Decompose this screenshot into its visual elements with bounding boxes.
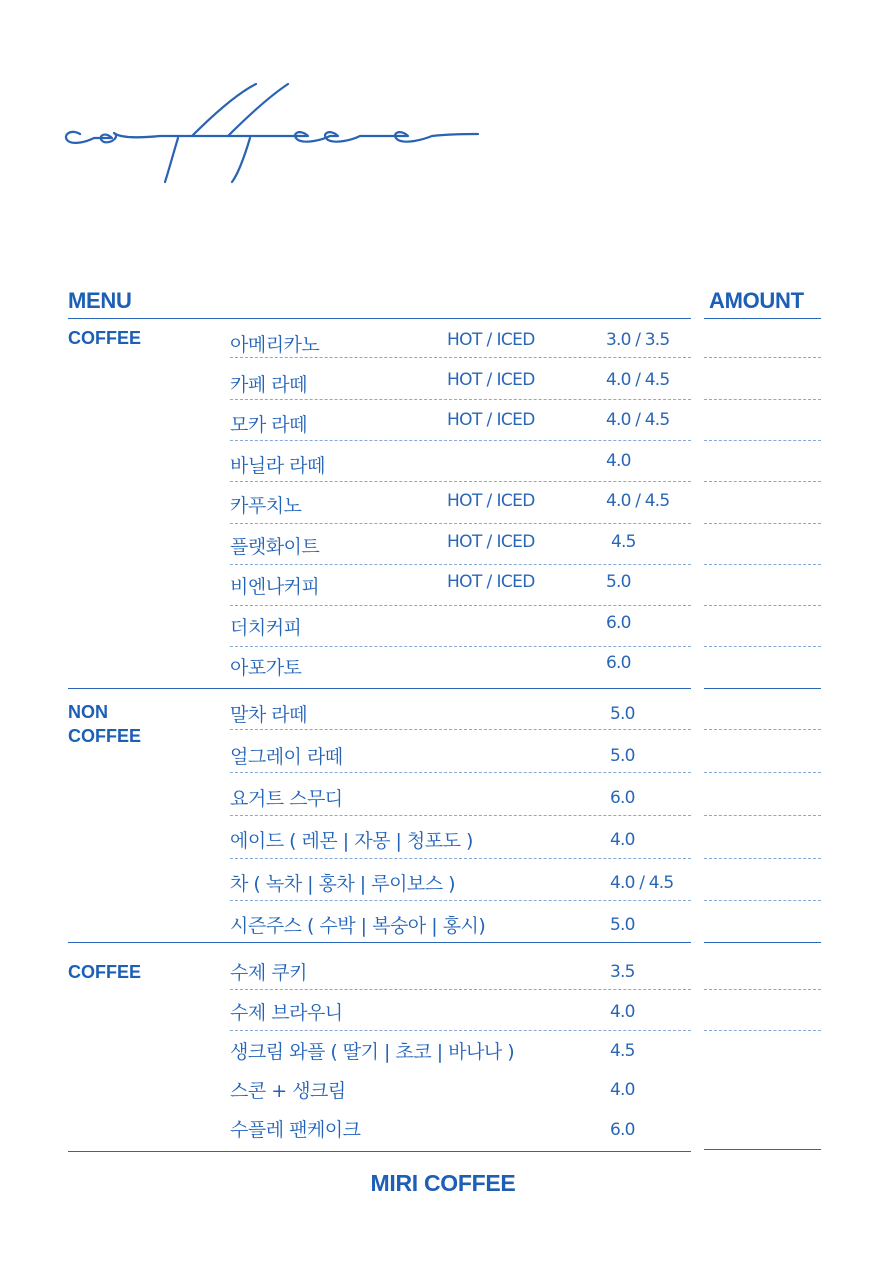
amount-bottom-divider bbox=[704, 1149, 821, 1150]
item-price: 5.0 bbox=[610, 704, 635, 724]
row-divider bbox=[230, 523, 691, 524]
item-price: 6.0 bbox=[610, 788, 635, 808]
row-divider bbox=[230, 1030, 691, 1031]
amount-row-divider bbox=[704, 1030, 821, 1031]
item-name: 요거트 스무디 bbox=[230, 788, 343, 810]
item-price: 4.0 / 4.5 bbox=[606, 491, 670, 511]
row-divider bbox=[230, 858, 691, 859]
item-name: 모카 라떼 bbox=[230, 414, 307, 436]
item-price: 4.5 bbox=[610, 1041, 635, 1061]
item-name: 카페 라떼 bbox=[230, 374, 307, 396]
row-divider bbox=[230, 605, 691, 606]
amount-row-divider bbox=[704, 815, 821, 816]
menu-item bbox=[0, 1037, 886, 1067]
menu-item bbox=[0, 532, 886, 562]
row-divider bbox=[230, 646, 691, 647]
item-option: HOT / ICED bbox=[447, 410, 535, 430]
amount-header: AMOUNT bbox=[709, 288, 804, 313]
amount-row-divider bbox=[704, 357, 821, 358]
amount-row-divider bbox=[704, 564, 821, 565]
item-price: 4.0 bbox=[610, 830, 635, 850]
row-divider bbox=[230, 815, 691, 816]
coffee-logo bbox=[60, 78, 490, 190]
amount-section-divider bbox=[704, 942, 821, 943]
item-price: 3.5 bbox=[610, 962, 635, 982]
item-price: 5.0 bbox=[606, 572, 631, 592]
menu-item bbox=[0, 1115, 886, 1145]
menu-item bbox=[0, 869, 886, 899]
menu-header: MENU bbox=[68, 288, 132, 313]
item-name: 아포가토 bbox=[230, 657, 302, 679]
item-name: 생크림 와플 ( 딸기 | 초코 | 바나나 ) bbox=[230, 1041, 515, 1063]
item-price: 4.0 bbox=[606, 451, 631, 471]
menu-item bbox=[0, 998, 886, 1028]
item-price: 4.0 / 4.5 bbox=[610, 873, 674, 893]
menu-item bbox=[0, 958, 886, 988]
amount-row-divider bbox=[704, 858, 821, 859]
item-price: 4.5 bbox=[611, 532, 636, 552]
menu-item bbox=[0, 410, 886, 440]
menu-item bbox=[0, 330, 886, 360]
header-divider bbox=[68, 318, 691, 319]
section-divider bbox=[68, 942, 691, 943]
menu-item bbox=[0, 700, 886, 730]
item-name: 아메리카노 bbox=[230, 334, 320, 356]
menu-item bbox=[0, 742, 886, 772]
bottom-divider bbox=[68, 1151, 691, 1152]
row-divider bbox=[230, 399, 691, 400]
amount-section-divider bbox=[704, 688, 821, 689]
menu-item bbox=[0, 613, 886, 643]
item-price: 4.0 bbox=[610, 1002, 635, 1022]
item-option: HOT / ICED bbox=[447, 330, 535, 350]
item-option: HOT / ICED bbox=[447, 491, 535, 511]
row-divider bbox=[230, 564, 691, 565]
item-name: 카푸치노 bbox=[230, 495, 302, 517]
section-label-coffee-desserts: COFFEE bbox=[68, 962, 142, 982]
row-divider bbox=[230, 729, 691, 730]
menu-item bbox=[0, 653, 886, 683]
item-name: 말차 라떼 bbox=[230, 704, 307, 726]
amount-row-divider bbox=[704, 646, 821, 647]
item-price: 6.0 bbox=[606, 613, 631, 633]
item-name: 수제 브라우니 bbox=[230, 1002, 343, 1024]
item-name: 시즌주스 ( 수박 | 복숭아 | 홍시) bbox=[230, 915, 486, 937]
item-name: 차 ( 녹차 | 홍차 | 루이보스 ) bbox=[230, 873, 456, 895]
section-label-coffee: COFFEE bbox=[68, 328, 142, 348]
amount-row-divider bbox=[704, 399, 821, 400]
item-price: 4.0 / 4.5 bbox=[606, 370, 670, 390]
item-name: 비엔나커피 bbox=[230, 576, 320, 598]
amount-row-divider bbox=[704, 523, 821, 524]
amount-row-divider bbox=[704, 481, 821, 482]
item-price: 5.0 bbox=[610, 915, 635, 935]
section-divider bbox=[68, 688, 691, 689]
item-name: 에이드 ( 레몬 | 자몽 | 청포도 ) bbox=[230, 830, 473, 852]
item-price: 4.0 / 4.5 bbox=[606, 410, 670, 430]
item-name: 플랫화이트 bbox=[230, 536, 320, 558]
item-price: 6.0 bbox=[606, 653, 631, 673]
amount-header-divider bbox=[704, 318, 821, 319]
item-price: 4.0 bbox=[610, 1080, 635, 1100]
item-name: 수플레 팬케이크 bbox=[230, 1119, 361, 1141]
brand-footer: MIRI COFFEE bbox=[370, 1170, 516, 1196]
item-name: 수제 쿠키 bbox=[230, 962, 307, 984]
item-name: 얼그레이 라떼 bbox=[230, 746, 343, 768]
amount-row-divider bbox=[704, 772, 821, 773]
menu-item bbox=[0, 826, 886, 856]
menu-item bbox=[0, 911, 886, 941]
item-option: HOT / ICED bbox=[447, 370, 535, 390]
amount-row-divider bbox=[704, 605, 821, 606]
item-price: 5.0 bbox=[610, 746, 635, 766]
amount-row-divider bbox=[704, 729, 821, 730]
item-option: HOT / ICED bbox=[447, 572, 535, 592]
menu-item bbox=[0, 1076, 886, 1106]
item-option: HOT / ICED bbox=[447, 532, 535, 552]
row-divider bbox=[230, 440, 691, 441]
row-divider bbox=[230, 357, 691, 358]
item-price: 6.0 bbox=[610, 1120, 635, 1140]
item-name: 바닐라 라떼 bbox=[230, 455, 325, 477]
row-divider bbox=[230, 900, 691, 901]
item-price: 3.0 / 3.5 bbox=[606, 330, 670, 350]
amount-row-divider bbox=[704, 900, 821, 901]
amount-row-divider bbox=[704, 989, 821, 990]
amount-row-divider bbox=[704, 440, 821, 441]
row-divider bbox=[230, 772, 691, 773]
row-divider bbox=[230, 481, 691, 482]
section-label-non-coffee: NON COFFEE bbox=[68, 702, 142, 746]
menu-item bbox=[0, 370, 886, 400]
menu-item bbox=[0, 451, 886, 481]
menu-item bbox=[0, 572, 886, 602]
item-name: 더치커피 bbox=[230, 617, 302, 639]
menu-item bbox=[0, 784, 886, 814]
row-divider bbox=[230, 989, 691, 990]
menu-item bbox=[0, 491, 886, 521]
item-name: 스콘 + 생크림 bbox=[230, 1080, 346, 1102]
